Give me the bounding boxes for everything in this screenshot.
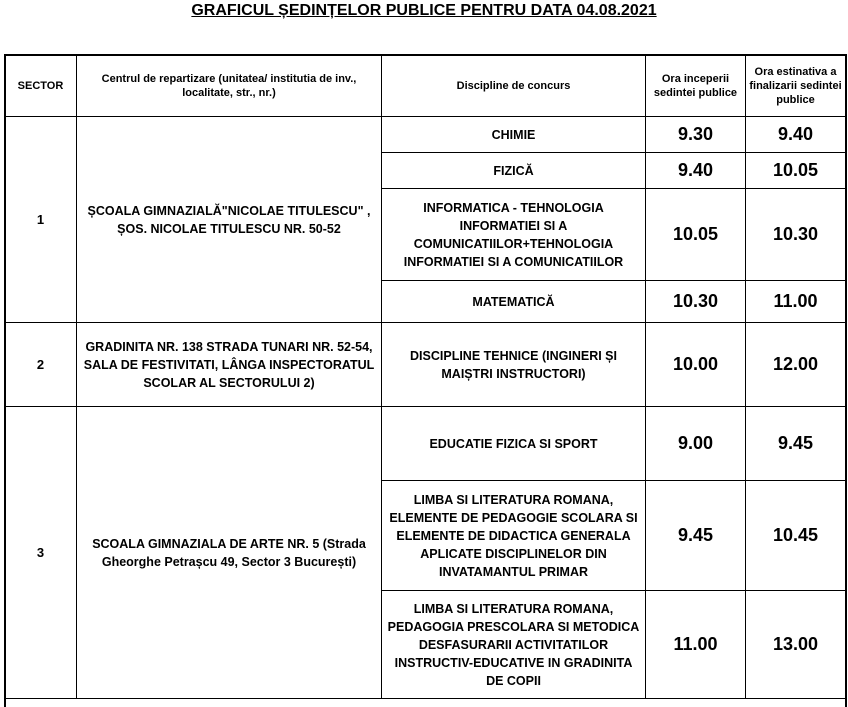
table-row [5,117,846,153]
start-time-cell: 9.30 [646,117,746,153]
sector-number: 2 [5,323,77,407]
start-time-cell: 10.05 [646,189,746,281]
discipline-cell: INFORMATICA - TEHNOLOGIA INFORMATIEI SI A COMUNICATIILOR+TEHNOLOGIA INFORMATIEI SI A COMUNICATIILOR [382,189,646,281]
end-time-cell: 9.45 [746,407,846,481]
start-time-cell: 9.00 [646,407,746,481]
centre-name: GRADINITA NR. 138 STRADA TUNARI NR. 52-54, SALA DE FESTIVITATI, LÂNGA INSPECTORATUL SCOLAR AL SECTORULUI 2) [77,323,382,407]
header-end-time: Ora estinativa a finalizarii sedintei publice [746,55,846,117]
end-time-cell: 9.40 [746,117,846,153]
page-title: GRAFICUL ȘEDINȚELOR PUBLICE PENTRU DATA 04.08.2021 [191,2,657,19]
table-row [5,407,846,481]
discipline-cell: EDUCATIE FIZICA SI SPORT [382,407,646,481]
header-sector: SECTOR [5,55,77,117]
header-centre: Centrul de repartizare (unitatea/ institutia de inv., localitate, str., nr.) [77,55,382,117]
sector-number: 1 [5,117,77,323]
centre-name: ȘCOALA GIMNAZIALĂ"NICOLAE TITULESCU" , ȘOS. NICOLAE TITULESCU NR. 50-52 [77,117,382,323]
sector-number: 3 [5,407,77,699]
header-disciplines: Discipline de concurs [382,55,646,117]
header-start-time: Ora inceperii sedintei publice [646,55,746,117]
end-time-cell: 10.45 [746,481,846,591]
discipline-cell: LIMBA SI LITERATURA ROMANA, PEDAGOGIA PRESCOLARA SI METODICA DESFASURARII ACTIVITATILOR INSTRUCTIV-EDUCATIVE IN GRADINITA DE COPII [382,591,646,699]
header-row [5,55,846,117]
start-time-cell: 10.00 [646,323,746,407]
end-time-cell: 12.00 [746,323,846,407]
table-row [5,323,846,407]
start-time-cell: 9.40 [646,153,746,189]
discipline-cell: DISCIPLINE TEHNICE (INGINERI ȘI MAIȘTRI INSTRUCTORI) [382,323,646,407]
discipline-cell: MATEMATICĂ [382,281,646,323]
discipline-cell: CHIMIE [382,117,646,153]
end-time-cell: 11.00 [746,281,846,323]
start-time-cell: 10.30 [646,281,746,323]
end-time-cell: 10.30 [746,189,846,281]
end-time-cell: 13.00 [746,591,846,699]
start-time-cell: 11.00 [646,591,746,699]
discipline-cell: LIMBA SI LITERATURA ROMANA, ELEMENTE DE PEDAGOGIE SCOLARA SI ELEMENTE DE DIDACTICA GENERALA APLICATE DISCIPLINELOR DIN INVATAMANTUL PRIMAR [382,481,646,591]
start-time-cell: 9.45 [646,481,746,591]
discipline-cell: FIZICĂ [382,153,646,189]
centre-name: SCOALA GIMNAZIALA DE ARTE NR. 5 (Strada Gheorghe Petrașcu 49, Sector 3 București) [77,407,382,699]
schedule-table [4,54,846,699]
end-time-cell: 10.05 [746,153,846,189]
